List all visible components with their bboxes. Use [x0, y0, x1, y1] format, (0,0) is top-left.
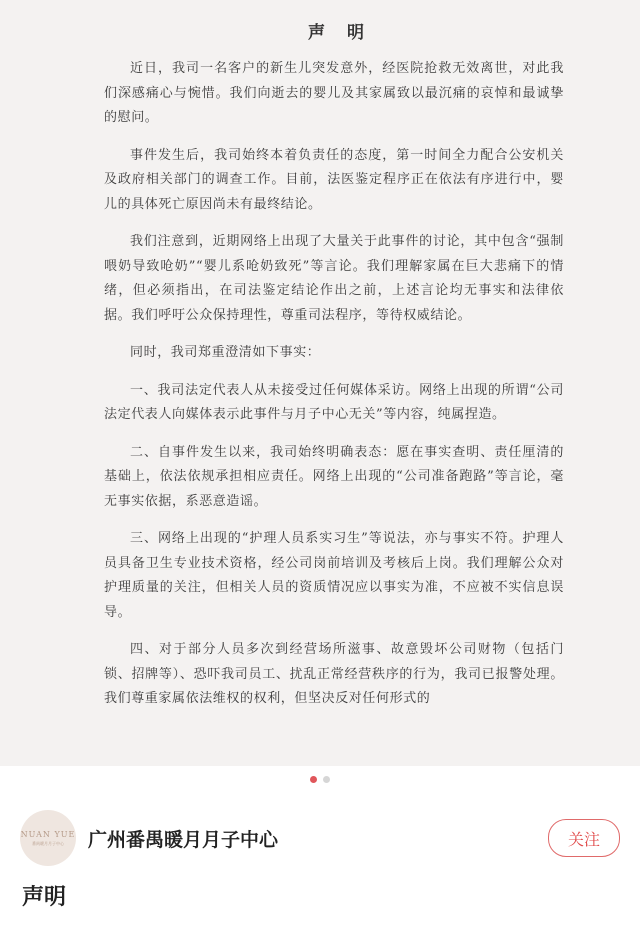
- paragraph: 三、网络上出现的“护理人员系实习生”等说法，亦与事实不符。护理人员具备卫生专业技术资格，经公司岗前培训及考核后上岗。我们理解公众对护理质量的关注，但相关人员的资质情况应以事实为准，不应被不实信息误导。: [104, 531, 564, 620]
- paragraph: 事件发生后，我司始终本着负责任的态度，第一时间全力配合公安机关及政府相关部门的调查工作。目前，法医鉴定程序正在依法有序进行中，婴儿的具体死亡原因尚未有最终结论。: [104, 147, 564, 212]
- carousel-dot[interactable]: [323, 776, 330, 783]
- avatar[interactable]: [20, 810, 76, 866]
- avatar-logo-subtext: 番禺暖月月子中心: [32, 840, 64, 846]
- avatar-logo-text: NUAN YUE: [20, 829, 76, 839]
- post-title: 声明: [22, 885, 67, 910]
- paragraph: 我们注意到，近期网络上出现了大量关于此事件的讨论，其中包含“强制喂奶导致呛奶”“婴儿系呛奶致死”等言论。我们理解家属在巨大悲痛下的情绪，但必须指出，在司法鉴定结论作出之前，上述言论均无事实和法律依据。我们呼吁公众保持理性，尊重司法程序，等待权威结论。: [104, 234, 564, 323]
- paragraph: 一、我司法定代表人从未接受过任何媒体采访。网络上出现的所谓“公司法定代表人向媒体表示此事件与月子中心无关”等内容，纯属捏造。: [104, 382, 564, 422]
- carousel-dot-active[interactable]: [310, 776, 317, 783]
- account-name[interactable]: 广州番禺暖月月子中心: [88, 828, 279, 851]
- carousel-indicator: [0, 776, 640, 786]
- paragraph: 二、自事件发生以来，我司始终明确表态：愿在事实查明、责任厘清的基础上，依法依规承担相应责任。网络上出现的“公司准备跑路”等言论，毫无事实依据，系恶意造谣。: [104, 444, 564, 509]
- account-row: [20, 808, 620, 868]
- paragraph: 四、对于部分人员多次到经营场所滋事、故意毁坏公司财物（包括门锁、招牌等）、恐吓我司员工、扰乱正常经营秩序的行为，我司已报警处理。我们尊重家属依法维权的权利，但坚决反对任何形式的: [104, 642, 564, 706]
- follow-button[interactable]: 关注: [548, 819, 620, 857]
- document-title: 声明: [308, 23, 386, 43]
- paragraph: 同时，我司郑重澄清如下事实：: [130, 345, 321, 360]
- paragraph: 近日，我司一名客户的新生儿突发意外，经医院抢救无效离世，对此我们深感痛心与惋惜。我们向逝去的婴儿及其家属致以最沉痛的哀悼和最诚挚的慰问。: [104, 61, 564, 125]
